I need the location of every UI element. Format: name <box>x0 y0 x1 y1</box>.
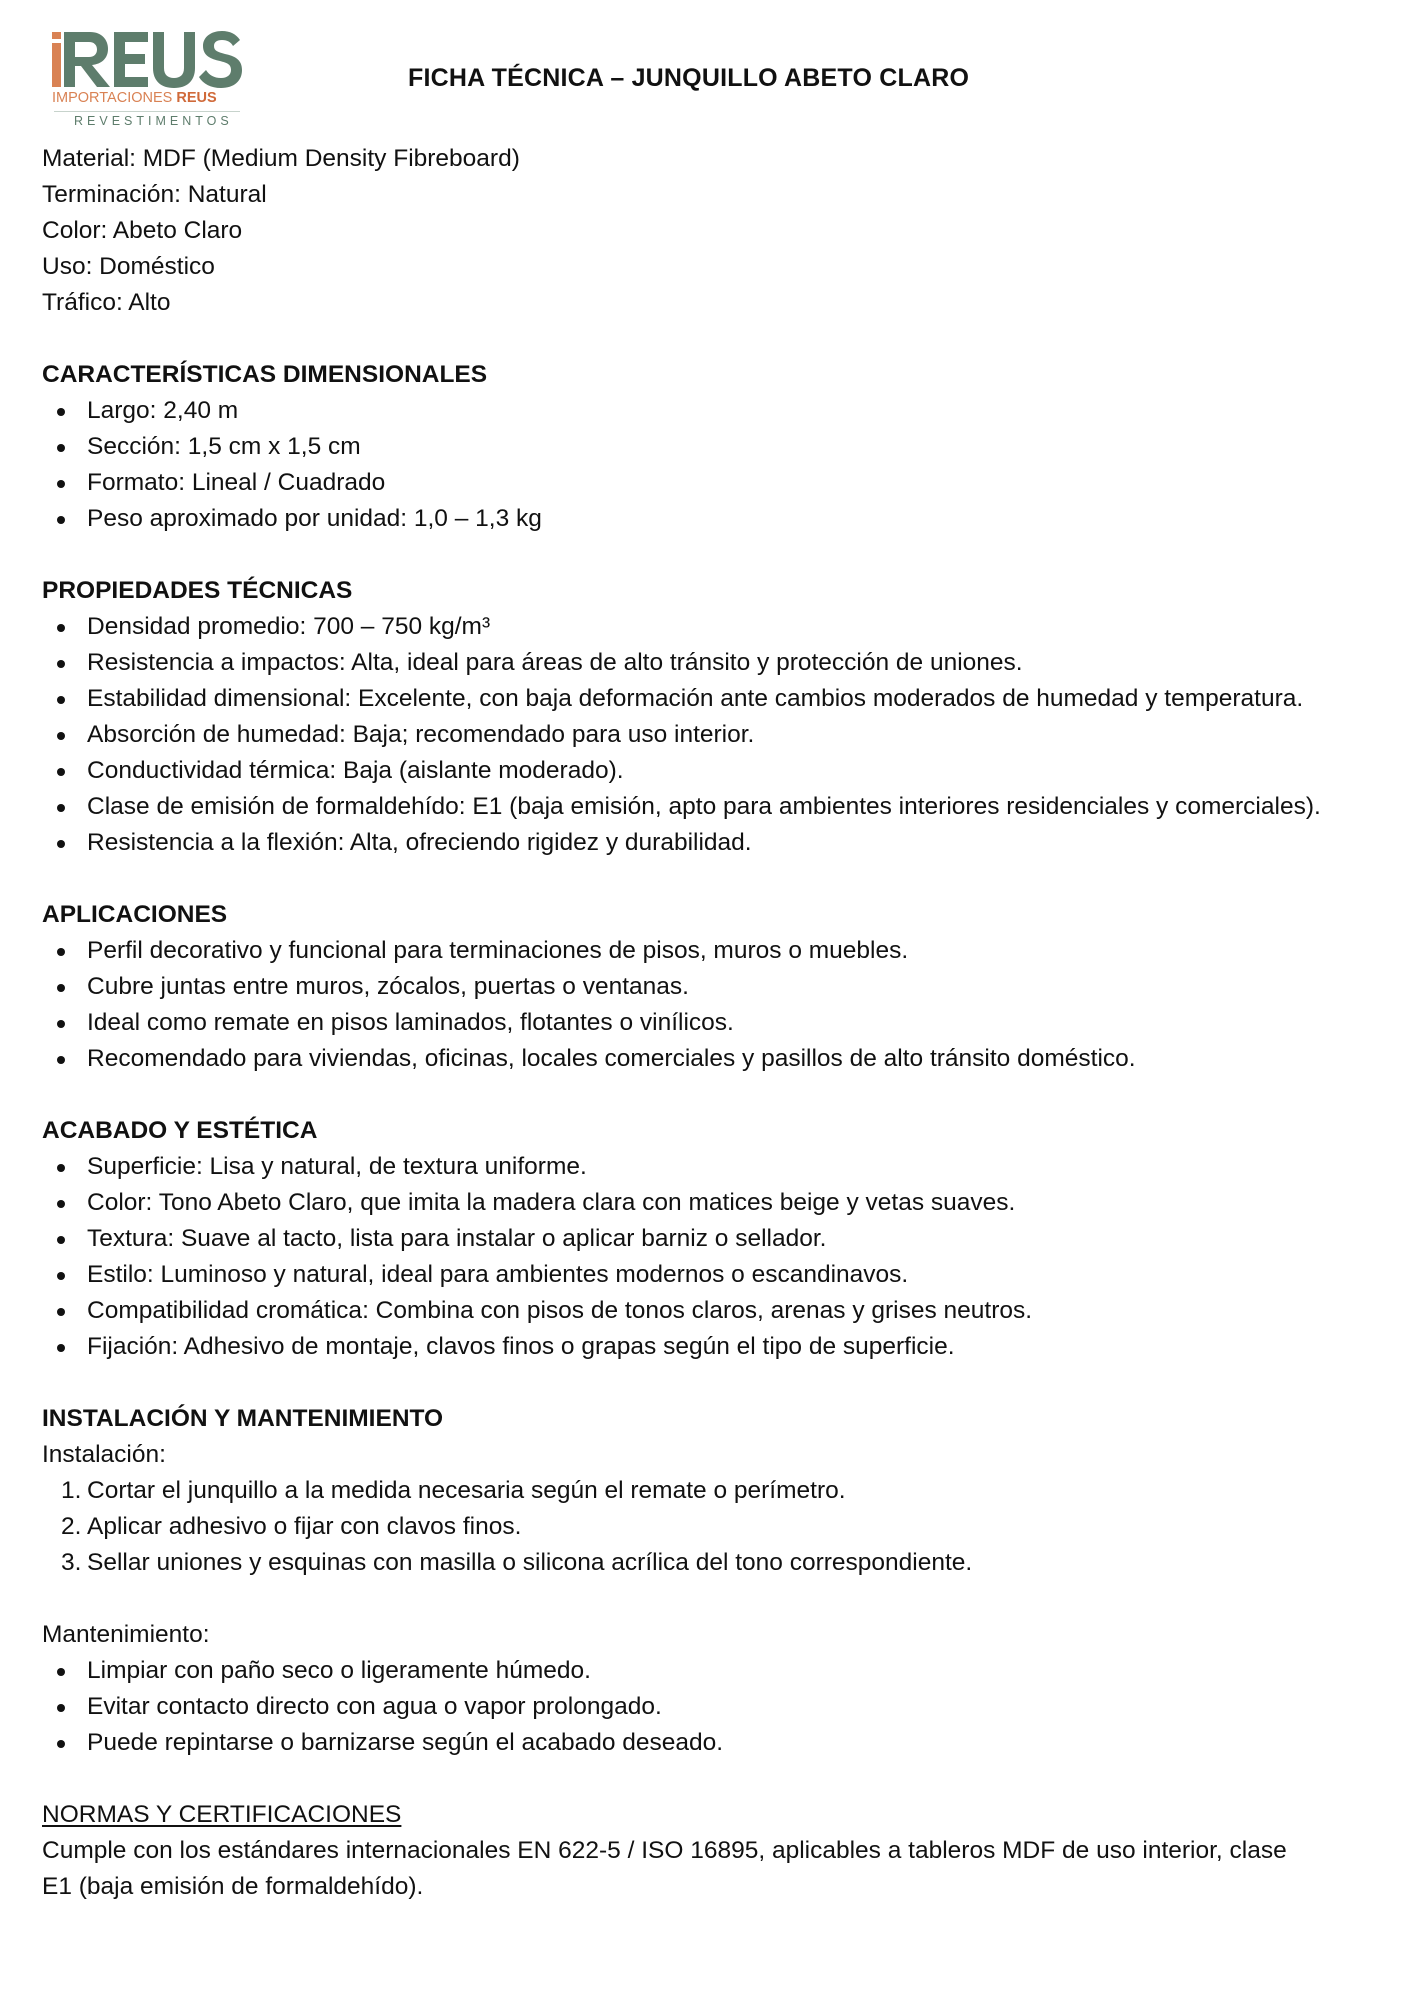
ireus-logo-mark <box>50 30 250 88</box>
step-item <box>42 1509 1372 1545</box>
section-norms <box>42 1797 1372 1905</box>
step-number: 2. <box>61 1513 82 1540</box>
section-title: PROPIEDADES TÉCNICAS <box>42 577 353 604</box>
list-item: Limpiar con paño seco o ligeramente húmedo. <box>42 1653 1372 1689</box>
summary-material: Material: MDF (Medium Density Fibreboard) <box>42 145 520 172</box>
list-item: Recomendado para viviendas, oficinas, locales comerciales y pasillos de alto tránsito doméstico. <box>42 1041 1372 1077</box>
list-item: Cubre juntas entre muros, zócalos, puertas o ventanas. <box>42 969 1372 1005</box>
brand-logo <box>50 30 250 130</box>
list-item: Densidad promedio: 700 – 750 kg/m³ <box>42 609 1322 645</box>
summary-traffic: Tráfico: Alto <box>42 289 171 316</box>
step-text: Cortar el junquillo a la medida necesaria según el remate o perímetro. <box>87 1477 846 1504</box>
list-item: Formato: Lineal / Cuadrado <box>42 465 1372 501</box>
bullet-list <box>42 393 1372 537</box>
section-finish <box>42 1113 1372 1365</box>
list-item: Textura: Suave al tacto, lista para instalar o aplicar barniz o sellador. <box>42 1221 1372 1257</box>
step-text: Sellar uniones y esquinas con masilla o silicona acrílica del tono correspondiente. <box>87 1549 973 1576</box>
list-item: Estabilidad dimensional: Excelente, con baja deformación ante cambios moderados de humedad y temperatura. <box>42 681 1322 717</box>
list-item: Superficie: Lisa y natural, de textura uniforme. <box>42 1149 1372 1185</box>
maintenance-list <box>42 1653 1372 1761</box>
list-item: Puede repintarse o barnizarse según el acabado deseado. <box>42 1725 1372 1761</box>
norms-text: Cumple con los estándares internacionales EN 622-5 / ISO 16895, aplicables a tableros MDF de uso interior, clase E1 (baja emisión de formaldehído). <box>42 1837 1287 1900</box>
bullet-list <box>42 1149 1372 1365</box>
list-item: Estilo: Luminoso y natural, ideal para ambientes modernos o escandinavos. <box>42 1257 1372 1293</box>
brand-tagline: IMPORTACIONES REUS <box>52 90 217 106</box>
step-text: Aplicar adhesivo o fijar con clavos finos. <box>87 1513 522 1540</box>
list-item: Clase de emisión de formaldehído: E1 (baja emisión, apto para ambientes interiores residenciales y comerciales). <box>42 789 1322 825</box>
document-title: FICHA TÉCNICA – JUNQUILLO ABETO CLARO <box>408 64 970 92</box>
list-item: Fijación: Adhesivo de montaje, clavos finos o grapas según el tipo de superficie. <box>42 1329 1372 1365</box>
document-body <box>42 141 1372 1905</box>
section-title: CARACTERÍSTICAS DIMENSIONALES <box>42 361 488 388</box>
section-technical <box>42 573 1372 861</box>
section-title: INSTALACIÓN Y MANTENIMIENTO <box>42 1405 444 1432</box>
section-installation <box>42 1401 1372 1761</box>
step-item <box>42 1473 1372 1509</box>
bullet-list <box>42 933 1372 1077</box>
list-item: Resistencia a la flexión: Alta, ofreciendo rigidez y durabilidad. <box>42 825 1322 861</box>
section-title: ACABADO Y ESTÉTICA <box>42 1117 318 1144</box>
section-dimensional <box>42 357 1372 537</box>
bullet-list <box>42 609 1322 861</box>
brand-divider <box>54 111 240 112</box>
step-number: 3. <box>61 1549 82 1576</box>
list-item: Color: Tono Abeto Claro, que imita la madera clara con matices beige y vetas suaves. <box>42 1185 1372 1221</box>
list-item: Absorción de humedad: Baja; recomendado para uso interior. <box>42 717 1322 753</box>
installation-steps <box>42 1473 1372 1581</box>
section-title: APLICACIONES <box>42 901 228 928</box>
summary-use: Uso: Doméstico <box>42 253 215 280</box>
list-item: Conductividad térmica: Baja (aislante moderado). <box>42 753 1322 789</box>
step-number: 1. <box>61 1477 82 1504</box>
section-applications <box>42 897 1372 1077</box>
summary-color: Color: Abeto Claro <box>42 217 243 244</box>
brand-division: REVESTIMENTOS <box>74 114 233 128</box>
list-item: Compatibilidad cromática: Combina con pisos de tonos claros, arenas y grises neutros. <box>42 1293 1372 1329</box>
list-item: Resistencia a impactos: Alta, ideal para áreas de alto tránsito y protección de uniones. <box>42 645 1322 681</box>
list-item: Largo: 2,40 m <box>42 393 1372 429</box>
step-item <box>42 1545 1372 1581</box>
product-summary <box>42 141 1372 321</box>
section-title: NORMAS Y CERTIFICACIONES <box>42 1801 402 1828</box>
list-item: Peso aproximado por unidad: 1,0 – 1,3 kg <box>42 501 1372 537</box>
maintenance-label: Mantenimiento: <box>42 1621 210 1648</box>
list-item: Evitar contacto directo con agua o vapor prolongado. <box>42 1689 1372 1725</box>
list-item: Ideal como remate en pisos laminados, flotantes o vinílicos. <box>42 1005 1372 1041</box>
list-item: Perfil decorativo y funcional para terminaciones de pisos, muros o muebles. <box>42 933 1372 969</box>
installation-label: Instalación: <box>42 1441 166 1468</box>
list-item: Sección: 1,5 cm x 1,5 cm <box>42 429 1372 465</box>
summary-finish: Terminación: Natural <box>42 181 267 208</box>
